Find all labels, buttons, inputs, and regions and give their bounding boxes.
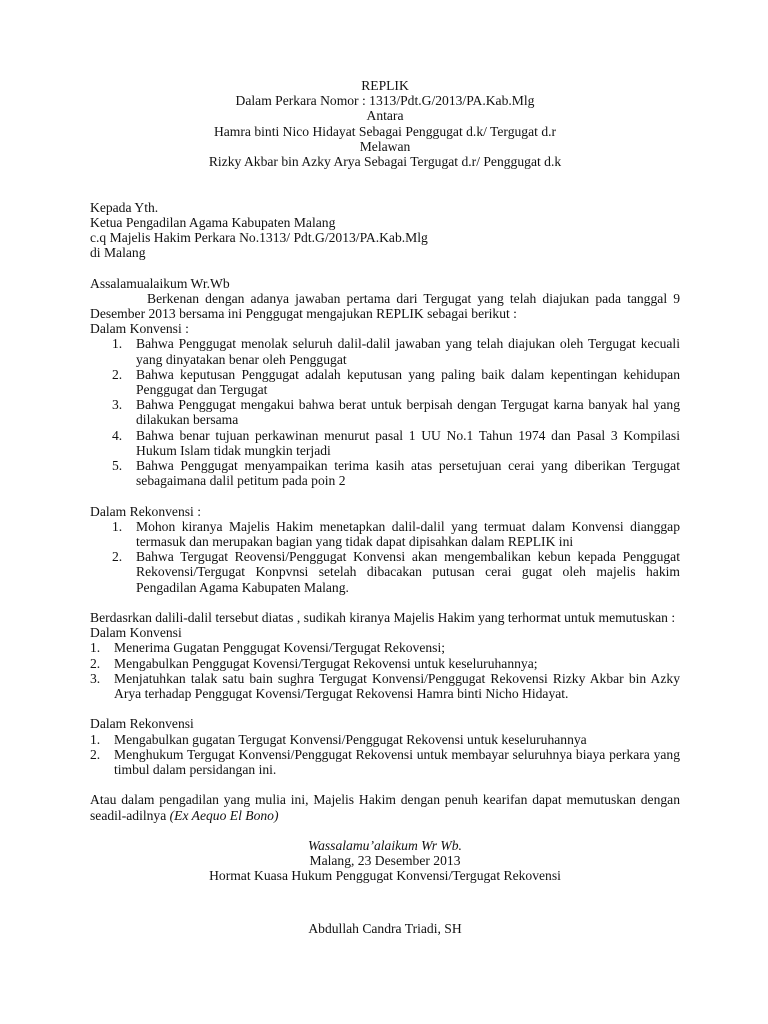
address-line-3: di Malang bbox=[90, 245, 146, 261]
list-item: 3. Menjatuhkan talak satu bain sughra Tergugat Konvensi/Penggugat Rekovensi Rizky Akbar bin Azky Arya terhadap Penggugat Kovensi/Tergugat Rekovensi Hamra binti Nicho Hidayat. bbox=[90, 670, 680, 702]
list-item: 2. Bahwa keputusan Penggugat adalah keputusan yang paling baik dalam kepentingan kehidupan Penggugat dan Tergugat bbox=[112, 366, 680, 398]
konvensi-heading: Dalam Konvensi : bbox=[90, 321, 189, 337]
greeting: Assalamualaikum Wr.Wb bbox=[90, 275, 230, 291]
between-label: Antara bbox=[366, 108, 404, 124]
conclusion-konvensi-heading: Dalam Konvensi bbox=[90, 625, 182, 641]
rekonvensi-heading: Dalam Rekonvensi : bbox=[90, 503, 201, 519]
address-line-2: c.q Majelis Hakim Perkara No.1313/ Pdt.G/2013/PA.Kab.Mlg bbox=[90, 230, 428, 245]
document-page bbox=[90, 78, 680, 936]
address-to: Kepada Yth. bbox=[90, 199, 159, 215]
list-item: 1. Menerima Gugatan Penggugat Kovensi/Tergugat Rekovensi; bbox=[90, 640, 446, 656]
list-item: 2. Mengabulkan Penggugat Kovensi/Tergugat Rekovensi untuk keseluruhannya; bbox=[90, 655, 538, 671]
list-item: 4. Bahwa benar tujuan perkawinan menurut pasal 1 UU No.1 Tahun 1974 dan Pasal 3 Kompilasi Hukum Islam tidak mungkin terjadi bbox=[112, 427, 680, 458]
address-line-1: Ketua Pengadilan Agama Kabupaten Malang bbox=[90, 214, 336, 230]
intro-paragraph: Berkenan dengan adanya jawaban pertama dari Tergugat yang telah diajukan pada tanggal 9 Desember 2013 bersama ini Penggugat mengajukan REPLIK sebagai berikut : bbox=[90, 290, 680, 321]
list-item: 2. Bahwa Tergugat Reovensi/Penggugat Konvensi akan mengembalikan kebun kepada Penggugat Rekovensi/Tergugat Konpvnsi setelah dibacakan putusan cerai gugat oleh majelis hakim Pengadilan Agama Kabupaten Malang. bbox=[112, 549, 680, 595]
signatory-role: Hormat Kuasa Hukum Penggugat Konvensi/Tergugat Rekovensi bbox=[209, 868, 561, 884]
list-item: 5. Bahwa Penggugat menyampaikan terima kasih atas persetujuan cerai yang diberikan Tergugat sebagaimana dalil petitum pada poin 2 bbox=[112, 458, 680, 489]
closing-paragraph: Atau dalam pengadilan yang mulia ini, Majelis Hakim dengan penuh kearifan dapat memutuskan dengan seadil-adilnya (Ex Aequo El Bono) bbox=[90, 792, 680, 823]
document-title: REPLIK bbox=[361, 78, 409, 93]
list-item: 1. Bahwa Penggugat menolak seluruh dalil-dalil jawaban yang telah diajukan oleh Tergugat kecuali yang dinyatakan benar oleh Penggugat bbox=[112, 336, 680, 367]
conclusion-rekonvensi-heading: Dalam Rekonvensi bbox=[90, 716, 194, 732]
petitum-rekonvensi-list bbox=[90, 732, 680, 778]
closing-salutation: Wassalamu’alaikum Wr Wb. bbox=[308, 838, 462, 854]
list-item: 1. Mengabulkan gugatan Tergugat Konvensi/Penggugat Rekovensi untuk keseluruhannya bbox=[90, 731, 587, 747]
case-number: Dalam Perkara Nomor : 1313/Pdt.G/2013/PA.Kab.Mlg bbox=[235, 93, 535, 109]
konvensi-list bbox=[90, 336, 680, 488]
list-item: 2. Menghukum Tergugat Konvensi/Penggugat Rekovensi untuk membayar seluruhnya biaya perkara yang timbul dalam persidangan ini. bbox=[90, 746, 680, 778]
party-plaintiff: Hamra binti Nico Hidayat Sebagai Penggugat d.k/ Tergugat d.r bbox=[213, 123, 557, 139]
versus-label: Melawan bbox=[359, 138, 411, 154]
signatory-name: Abdullah Candra Triadi, SH bbox=[308, 920, 462, 936]
party-defendant: Rizky Akbar bin Azky Arya Sebagai Tergugat d.r/ Penggugat d.k bbox=[208, 154, 562, 170]
conclusion-paragraph: Berdasrkan dalili-dalil tersebut diatas , sudikah kiranya Majelis Hakim yang terhormat untuk memutuskan : bbox=[90, 610, 676, 626]
rekonvensi-list bbox=[90, 519, 680, 595]
petitum-konvensi-list bbox=[90, 640, 680, 701]
latin-phrase: (Ex Aequo El Bono) bbox=[169, 807, 279, 823]
list-item: 3. Bahwa Penggugat mengakui bahwa berat untuk berpisah dengan Tergugat karna banyak hal yang dilakukan bersama bbox=[112, 397, 680, 428]
place-date: Malang, 23 Desember 2013 bbox=[309, 853, 461, 869]
list-item: 1. Mohon kiranya Majelis Hakim menetapkan dalil-dalil yang termuat dalam Konvensi dianggap termasuk dan merupakan bagian yang tidak dapat dipisahkan dalam REPLIK ini bbox=[112, 518, 680, 550]
